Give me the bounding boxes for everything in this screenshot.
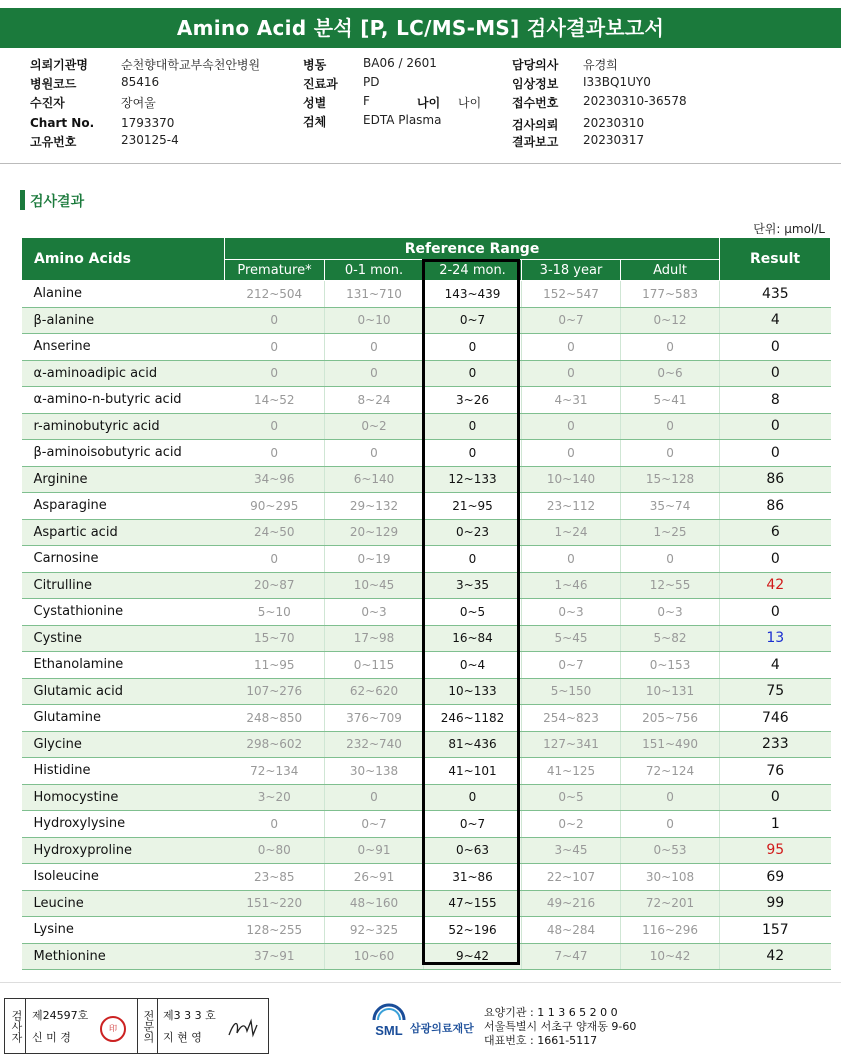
reference-range-cell: 12~133 (424, 466, 522, 493)
reference-range-cell: 0~115 (325, 652, 424, 679)
lab-phone: 대표번호 : 1661-5117 (484, 1034, 598, 1047)
amino-acid-name: Asparagine (22, 493, 225, 520)
header-result: Result (720, 238, 831, 281)
reference-range-cell: 5~45 (522, 625, 621, 652)
reference-range-cell: 0 (621, 440, 720, 467)
amino-acid-name: β-aminoisobutyric acid (22, 440, 225, 467)
age-value: 나이 (458, 96, 482, 110)
reference-range-cell: 21~95 (424, 493, 522, 520)
header-ref-col: 0-1 mon. (325, 260, 424, 281)
reference-range-cell: 0 (522, 413, 621, 440)
result-value: 13 (720, 625, 831, 652)
result-value: 0 (720, 413, 831, 440)
reference-range-cell: 47~155 (424, 890, 522, 917)
reference-range-cell: 0~53 (621, 837, 720, 864)
reference-range-cell: 0 (225, 546, 325, 573)
divider (0, 982, 841, 983)
reference-range-cell: 376~709 (325, 705, 424, 732)
info-value: 230125-4 (121, 133, 179, 147)
reference-range-cell: 0 (621, 334, 720, 361)
reference-range-cell: 232~740 (325, 731, 424, 758)
reference-range-cell: 10~42 (621, 943, 720, 970)
info-label: 고유번호 (30, 135, 77, 149)
header-amino-acids: Amino Acids (22, 238, 225, 281)
result-value: 233 (720, 731, 831, 758)
reference-range-cell: 0 (522, 334, 621, 361)
amino-acid-name: Glutamine (22, 705, 225, 732)
result-value: 746 (720, 705, 831, 732)
reference-range-cell: 90~295 (225, 493, 325, 520)
info-value: 장여울 (121, 96, 156, 110)
reference-range-cell: 72~134 (225, 758, 325, 785)
amino-acid-name: Isoleucine (22, 864, 225, 891)
info-value: F (363, 94, 370, 108)
amino-acid-name: Ethanolamine (22, 652, 225, 679)
reference-range-cell: 10~133 (424, 678, 522, 705)
reference-range-cell: 0~2 (522, 811, 621, 838)
reference-range-cell: 16~84 (424, 625, 522, 652)
result-value: 435 (720, 281, 831, 308)
table-row (22, 758, 831, 785)
info-label: 검사의뢰 (512, 118, 559, 132)
amino-acid-name: Anserine (22, 334, 225, 361)
reference-range-cell: 41~125 (522, 758, 621, 785)
reference-range-cell: 212~504 (225, 281, 325, 308)
result-value: 42 (720, 572, 831, 599)
info-label: 병원코드 (30, 77, 77, 91)
reference-range-cell: 48~160 (325, 890, 424, 917)
reference-range-cell: 5~150 (522, 678, 621, 705)
reference-range-cell: 0 (621, 811, 720, 838)
reference-range-cell: 0 (225, 440, 325, 467)
table-row (22, 599, 831, 626)
table-row (22, 705, 831, 732)
reference-range-cell: 3~20 (225, 784, 325, 811)
reference-range-cell: 0 (621, 784, 720, 811)
reference-range-cell: 0~153 (621, 652, 720, 679)
reference-range-cell: 0~7 (522, 307, 621, 334)
reference-range-cell: 0 (325, 334, 424, 361)
reference-range-cell: 151~490 (621, 731, 720, 758)
reference-range-cell: 10~45 (325, 572, 424, 599)
reference-range-cell: 131~710 (325, 281, 424, 308)
reference-range-cell: 62~620 (325, 678, 424, 705)
seal-stamp: 印 (100, 1016, 126, 1042)
table-row (22, 784, 831, 811)
reference-range-cell: 3~35 (424, 572, 522, 599)
reference-range-cell: 30~108 (621, 864, 720, 891)
reference-range-cell: 0 (325, 784, 424, 811)
reference-range-cell: 0~3 (325, 599, 424, 626)
reference-range-cell: 20~129 (325, 519, 424, 546)
info-value: 85416 (121, 75, 160, 89)
report-footer (0, 990, 841, 1062)
reference-range-cell: 0~7 (424, 811, 522, 838)
reference-range-cell: 0~5 (424, 599, 522, 626)
reference-range-cell: 0 (424, 440, 522, 467)
result-value: 6 (720, 519, 831, 546)
table-row (22, 334, 831, 361)
table-row (22, 731, 831, 758)
reference-range-cell: 23~112 (522, 493, 621, 520)
reference-range-cell: 1~46 (522, 572, 621, 599)
signer-license-1: 제24597호 (32, 1009, 89, 1022)
amino-acid-name: Cystine (22, 625, 225, 652)
result-value: 69 (720, 864, 831, 891)
amino-acid-name: Cystathionine (22, 599, 225, 626)
info-label: 접수번호 (512, 96, 559, 110)
reference-range-cell: 0~6 (621, 360, 720, 387)
reference-range-cell: 107~276 (225, 678, 325, 705)
reference-range-cell: 0 (225, 811, 325, 838)
table-row (22, 493, 831, 520)
reference-range-cell: 116~296 (621, 917, 720, 944)
amino-acid-name: r-aminobutyric acid (22, 413, 225, 440)
age-label: 나이 (417, 96, 441, 110)
info-label: 의뢰기관명 (30, 58, 88, 72)
info-label: 임상정보 (512, 77, 559, 91)
reference-range-cell: 41~101 (424, 758, 522, 785)
reference-range-cell: 5~41 (621, 387, 720, 414)
header-ref-col: 2-24 mon. (424, 260, 522, 281)
info-value: PD (363, 75, 380, 89)
lab-name: 삼광의료재단 (410, 1022, 474, 1035)
result-value: 0 (720, 334, 831, 361)
result-value: 0 (720, 360, 831, 387)
reference-range-cell: 9~42 (424, 943, 522, 970)
table-row (22, 546, 831, 573)
result-value: 0 (720, 440, 831, 467)
reference-range-cell: 81~436 (424, 731, 522, 758)
reference-range-cell: 15~128 (621, 466, 720, 493)
amino-acid-name: Histidine (22, 758, 225, 785)
lab-street: 서울특별시 서초구 양재동 9-60 (484, 1020, 637, 1033)
reference-range-cell: 0 (621, 413, 720, 440)
reference-range-cell: 0 (424, 334, 522, 361)
table-row (22, 387, 831, 414)
result-value: 86 (720, 493, 831, 520)
results-table (21, 237, 831, 970)
header-ref-col: Adult (621, 260, 720, 281)
reference-range-cell: 0~3 (522, 599, 621, 626)
table-row (22, 440, 831, 467)
result-value: 157 (720, 917, 831, 944)
reference-range-cell: 0~2 (325, 413, 424, 440)
info-label: 결과보고 (512, 135, 559, 149)
amino-acid-name: Alanine (22, 281, 225, 308)
table-row (22, 307, 831, 334)
reference-range-cell: 26~91 (325, 864, 424, 891)
result-value: 42 (720, 943, 831, 970)
reference-range-cell: 0 (424, 546, 522, 573)
result-value: 1 (720, 811, 831, 838)
reference-range-cell: 0 (522, 360, 621, 387)
reference-range-cell: 0~12 (621, 307, 720, 334)
divider (0, 163, 841, 164)
info-label: Chart No. (30, 116, 95, 130)
result-value: 76 (720, 758, 831, 785)
amino-acid-name: Hydroxyproline (22, 837, 225, 864)
reference-range-cell: 0 (225, 413, 325, 440)
amino-acid-name: Glycine (22, 731, 225, 758)
result-value: 99 (720, 890, 831, 917)
reference-range-cell: 1~25 (621, 519, 720, 546)
result-value: 86 (720, 466, 831, 493)
amino-acid-name: β-alanine (22, 307, 225, 334)
reference-range-cell: 152~547 (522, 281, 621, 308)
info-value: 유경희 (583, 58, 618, 72)
reference-range-cell: 52~196 (424, 917, 522, 944)
reference-range-cell: 72~201 (621, 890, 720, 917)
reference-range-cell: 0 (225, 360, 325, 387)
table-row (22, 652, 831, 679)
reference-range-cell: 0 (225, 307, 325, 334)
reference-range-cell: 48~284 (522, 917, 621, 944)
info-label: 수진자 (30, 96, 65, 110)
reference-range-cell: 0 (424, 413, 522, 440)
reference-range-cell: 6~140 (325, 466, 424, 493)
reference-range-cell: 205~756 (621, 705, 720, 732)
sml-logo-icon (368, 1002, 410, 1042)
reference-range-cell: 143~439 (424, 281, 522, 308)
reference-range-cell: 4~31 (522, 387, 621, 414)
header-reference-range: Reference Range (225, 238, 720, 260)
amino-acid-name: α-amino-n-butyric acid (22, 387, 225, 414)
amino-acid-name: α-aminoadipic acid (22, 360, 225, 387)
info-label: 검체 (303, 115, 327, 129)
result-value: 4 (720, 652, 831, 679)
result-value: 8 (720, 387, 831, 414)
amino-acid-name: Hydroxylysine (22, 811, 225, 838)
table-row (22, 864, 831, 891)
reference-range-cell: 20~87 (225, 572, 325, 599)
reference-range-cell: 8~24 (325, 387, 424, 414)
reference-range-cell: 10~131 (621, 678, 720, 705)
reference-range-cell: 31~86 (424, 864, 522, 891)
table-row (22, 466, 831, 493)
info-label: 성별 (303, 96, 327, 110)
signer-license-2: 제3 3 3 호 (163, 1009, 216, 1022)
reference-range-cell: 15~70 (225, 625, 325, 652)
info-value: I33BQ1UY0 (583, 75, 651, 89)
section-marker (20, 190, 25, 210)
signature-icon (225, 1017, 261, 1041)
table-row (22, 890, 831, 917)
reference-range-cell: 3~26 (424, 387, 522, 414)
result-value: 0 (720, 546, 831, 573)
reference-range-cell: 14~52 (225, 387, 325, 414)
reference-range-cell: 298~602 (225, 731, 325, 758)
reference-range-cell: 22~107 (522, 864, 621, 891)
info-value: 20230310-36578 (583, 94, 687, 108)
reference-range-cell: 127~341 (522, 731, 621, 758)
result-value: 0 (720, 599, 831, 626)
info-value: 순천향대학교부속천안병원 (121, 58, 261, 72)
reference-range-cell: 248~850 (225, 705, 325, 732)
reference-range-cell: 0 (424, 784, 522, 811)
reference-range-cell: 0~5 (522, 784, 621, 811)
amino-acid-name: Carnosine (22, 546, 225, 573)
table-row (22, 360, 831, 387)
table-row (22, 943, 831, 970)
reference-range-cell: 0 (325, 440, 424, 467)
unit-label: 단위: μmol/L (753, 222, 825, 236)
table-row (22, 281, 831, 308)
reference-range-cell: 5~82 (621, 625, 720, 652)
reference-range-cell: 24~50 (225, 519, 325, 546)
reference-range-cell: 92~325 (325, 917, 424, 944)
signer-role-1: 검사자 (10, 1009, 23, 1043)
reference-range-cell: 0~23 (424, 519, 522, 546)
reference-range-cell: 35~74 (621, 493, 720, 520)
reference-range-cell: 0 (522, 440, 621, 467)
reference-range-cell: 254~823 (522, 705, 621, 732)
amino-acid-name: Arginine (22, 466, 225, 493)
reference-range-cell: 0 (621, 546, 720, 573)
info-value: 20230317 (583, 133, 645, 147)
reference-range-cell: 177~583 (621, 281, 720, 308)
report-title: Amino Acid 분석 [P, LC/MS-MS] 검사결과보고서 (0, 8, 841, 48)
info-label: 병동 (303, 58, 327, 72)
reference-range-cell: 10~140 (522, 466, 621, 493)
signer-name-2: 지 현 영 (163, 1031, 202, 1044)
table-row (22, 811, 831, 838)
info-value: BA06 / 2601 (363, 56, 437, 70)
info-value: 1793370 (121, 116, 175, 130)
reference-range-cell: 128~255 (225, 917, 325, 944)
amino-acid-name: Homocystine (22, 784, 225, 811)
reference-range-cell: 151~220 (225, 890, 325, 917)
reference-range-cell: 17~98 (325, 625, 424, 652)
reference-range-cell: 0~10 (325, 307, 424, 334)
amino-acid-name: Lysine (22, 917, 225, 944)
result-value: 75 (720, 678, 831, 705)
info-value: 20230310 (583, 116, 645, 130)
table-row (22, 413, 831, 440)
signature-box (4, 998, 269, 1054)
reference-range-cell: 0~7 (424, 307, 522, 334)
reference-range-cell: 0~19 (325, 546, 424, 573)
reference-range-cell: 7~47 (522, 943, 621, 970)
result-value: 95 (720, 837, 831, 864)
reference-range-cell: 5~10 (225, 599, 325, 626)
table-row (22, 837, 831, 864)
reference-range-cell: 246~1182 (424, 705, 522, 732)
section-title: 검사결과 (30, 194, 85, 210)
reference-range-cell: 72~124 (621, 758, 720, 785)
header-ref-col: 3-18 year (522, 260, 621, 281)
result-value: 4 (720, 307, 831, 334)
logo-text: SML (375, 1023, 403, 1038)
result-value: 0 (720, 784, 831, 811)
table-row (22, 625, 831, 652)
reference-range-cell: 0~7 (325, 811, 424, 838)
reference-range-cell: 0 (522, 546, 621, 573)
reference-range-cell: 0 (424, 360, 522, 387)
info-value: EDTA Plasma (363, 113, 442, 127)
reference-range-cell: 23~85 (225, 864, 325, 891)
reference-range-cell: 0~91 (325, 837, 424, 864)
reference-range-cell: 34~96 (225, 466, 325, 493)
header-ref-col: Premature* (225, 260, 325, 281)
info-label: 진료과 (303, 77, 338, 91)
table-row (22, 572, 831, 599)
signer-name-1: 신 미 경 (32, 1031, 71, 1044)
info-label: 담당의사 (512, 58, 559, 72)
amino-acid-name: Aspartic acid (22, 519, 225, 546)
reference-range-cell: 0~3 (621, 599, 720, 626)
table-row (22, 917, 831, 944)
reference-range-cell: 3~45 (522, 837, 621, 864)
amino-acid-name: Leucine (22, 890, 225, 917)
table-row (22, 678, 831, 705)
table-row (22, 519, 831, 546)
reference-range-cell: 0 (225, 334, 325, 361)
signer-role-2: 전문의 (142, 1009, 155, 1043)
reference-range-cell: 37~91 (225, 943, 325, 970)
reference-range-cell: 1~24 (522, 519, 621, 546)
reference-range-cell: 29~132 (325, 493, 424, 520)
lab-code: 요양기관 : 1 1 3 6 5 2 0 0 (484, 1006, 618, 1019)
reference-range-cell: 10~60 (325, 943, 424, 970)
reference-range-cell: 0 (325, 360, 424, 387)
reference-range-cell: 12~55 (621, 572, 720, 599)
reference-range-cell: 11~95 (225, 652, 325, 679)
lab-address (484, 1006, 636, 1048)
amino-acid-name: Methionine (22, 943, 225, 970)
reference-range-cell: 30~138 (325, 758, 424, 785)
amino-acid-name: Glutamic acid (22, 678, 225, 705)
reference-range-cell: 0~80 (225, 837, 325, 864)
reference-range-cell: 0~7 (522, 652, 621, 679)
reference-range-cell: 49~216 (522, 890, 621, 917)
reference-range-cell: 0~4 (424, 652, 522, 679)
reference-range-cell: 0~63 (424, 837, 522, 864)
amino-acid-name: Citrulline (22, 572, 225, 599)
